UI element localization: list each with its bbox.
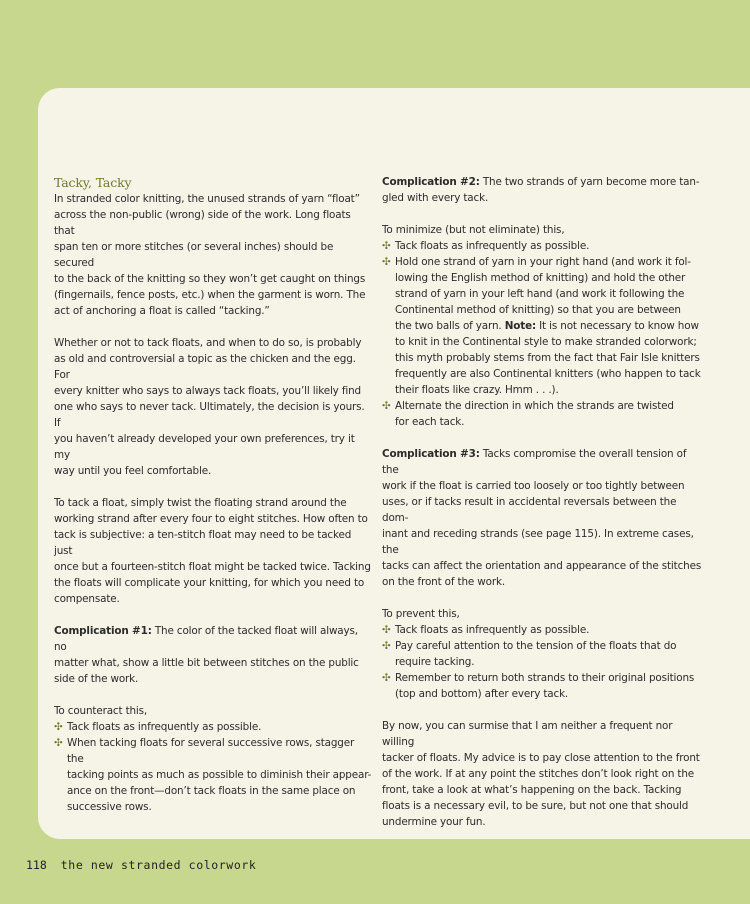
line: To tack a float, simply twist the floating strand around the	[54, 497, 347, 509]
line: working strand after every four to eight stitches. How often to	[54, 513, 368, 525]
list-item	[54, 735, 372, 815]
line: Tack floats as infrequently as possible.	[67, 721, 262, 733]
line: tacks can affect the orientation and appearance of the stitches	[382, 560, 702, 572]
bullet-icon: ✣	[382, 640, 391, 652]
line: (fingernails, fence posts, etc.) when the garment is worn. The	[54, 289, 366, 301]
line: When tacking floats for several successive rows, stagger the	[67, 737, 355, 765]
bullet-icon: ✣	[54, 737, 63, 749]
line: way until you feel comfortable.	[54, 465, 212, 477]
list-item	[382, 398, 702, 430]
prevent-intro: To prevent this,	[382, 608, 460, 620]
left-column	[54, 174, 372, 815]
line: side of the work.	[54, 673, 139, 685]
line: one who says to never tack. Ultimately, the decision is yours. If	[54, 401, 365, 429]
line: on the front of the work.	[382, 576, 505, 588]
counteract-intro: To counteract this,	[54, 705, 148, 717]
line: gled with every tack.	[382, 192, 489, 204]
list-item	[382, 622, 702, 638]
bullet-icon: ✣	[382, 400, 391, 412]
line: for each tack.	[395, 416, 465, 428]
line: to the back of the knitting so they won’t get caught on things	[54, 273, 366, 285]
line: Remember to return both strands to their original positions	[395, 672, 695, 684]
line: uses, or if tacks result in accidental reversals between the dom-	[382, 496, 677, 524]
right-column	[382, 174, 702, 830]
complication-2-label: Complication #2:	[382, 176, 480, 188]
bullet-icon: ✣	[382, 256, 391, 268]
complication-3-label: Complication #3:	[382, 448, 480, 460]
line: (top and bottom) after every tack.	[395, 688, 569, 700]
line: frequently are also Continental knitters (who happen to tack	[395, 368, 701, 380]
line: lowing the English method of knitting) and hold the other	[395, 272, 686, 284]
line: work if the float is carried too loosely or too tightly between	[382, 480, 685, 492]
note-label: Note:	[504, 320, 536, 332]
line: tack is subjective: a ten-stitch float may need to be tacked just	[54, 529, 352, 557]
bullet-icon: ✣	[382, 624, 391, 636]
line: The color of the tacked float will always, no	[54, 625, 358, 653]
line: Tack floats as infrequently as possible.	[395, 240, 590, 252]
line: span ten or more stitches (or several inches) should be secured	[54, 241, 334, 269]
line: successive rows.	[67, 801, 152, 813]
line: as old and controversial a topic as the chicken and the egg. For	[54, 353, 356, 381]
line: every knitter who says to always tack floats, you’ll likely find	[54, 385, 361, 397]
line: It is not necessary to know how	[535, 320, 699, 332]
line: across the non-public (wrong) side of the work. Long floats that	[54, 209, 351, 237]
line: matter what, show a little bit between stitches on the public	[54, 657, 359, 669]
complication-3	[382, 446, 702, 590]
line: to knit in the Continental style to make stranded colorwork;	[395, 336, 697, 348]
complication-1	[54, 623, 372, 687]
line: once but a fourteen-stitch float might be tacked twice. Tacking	[54, 561, 371, 573]
line: front, take a look at what’s happening on the back. Tacking	[382, 784, 682, 796]
list-item	[54, 719, 372, 735]
page-footer	[26, 858, 256, 872]
line: ance on the front—don’t tack floats in the same place on	[67, 785, 356, 797]
line: act of anchoring a float is called “tacking.”	[54, 305, 270, 317]
line: tacker of floats. My advice is to pay close attention to the front	[382, 752, 700, 764]
complication-1-label: Complication #1:	[54, 625, 152, 637]
line: The two strands of yarn become more tan-	[479, 176, 700, 188]
line: compensate.	[54, 593, 120, 605]
section-heading: Tacky, Tacky	[54, 175, 132, 190]
list-item	[382, 638, 702, 670]
line: strand of yarn in your left hand (and work it following the	[395, 288, 685, 300]
line: In stranded color knitting, the unused strands of yarn “float”	[54, 193, 360, 205]
line: floats is a necessary evil, to be sure, but not one that should	[382, 800, 689, 812]
paragraph-whether	[54, 335, 372, 479]
line: require tacking.	[395, 656, 475, 668]
list-item	[382, 670, 702, 702]
line: this myth probably stems from the fact that Fair Isle knitters	[395, 352, 700, 364]
paragraph-intro	[54, 191, 372, 319]
complication-2	[382, 174, 702, 206]
paragraph-how-to-tack	[54, 495, 372, 607]
line: inant and receding strands (see page 115). In extreme cases, the	[382, 528, 694, 556]
line: Whether or not to tack floats, and when to do so, is probably	[54, 337, 362, 349]
line: Pay careful attention to the tension of the floats that do	[395, 640, 677, 652]
line: Hold one strand of yarn in your right hand (and work it fol-	[395, 256, 691, 268]
paragraph-closing	[382, 718, 702, 830]
list-item	[382, 254, 702, 398]
line: Tack floats as infrequently as possible.	[395, 624, 590, 636]
line: Continental method of knitting) so that you are between	[395, 304, 681, 316]
line: the floats will complicate your knitting, for which you need to	[54, 577, 365, 589]
line: By now, you can surmise that I am neither a frequent nor willing	[382, 720, 673, 748]
minimize-intro: To minimize (but not eliminate) this,	[382, 224, 565, 236]
list-item	[382, 238, 702, 254]
bullet-icon: ✣	[382, 672, 391, 684]
line: undermine your fun.	[382, 816, 486, 828]
bullet-icon: ✣	[54, 721, 63, 733]
line: of the work. If at any point the stitches don’t look right on the	[382, 768, 695, 780]
line: tacking points as much as possible to diminish their appear-	[67, 769, 372, 781]
bullet-icon: ✣	[382, 240, 391, 252]
line: their floats like crazy. Hmm . . .).	[395, 384, 559, 396]
line: Tacks compromise the overall tension of the	[382, 448, 687, 476]
line: Alternate the direction in which the strands are twisted	[395, 400, 674, 412]
line: you haven’t already developed your own preferences, try it my	[54, 433, 355, 461]
book-title: the new stranded colorwork	[60, 858, 257, 872]
line: the two balls of yarn.	[395, 320, 505, 332]
page-number: 118	[26, 858, 47, 872]
